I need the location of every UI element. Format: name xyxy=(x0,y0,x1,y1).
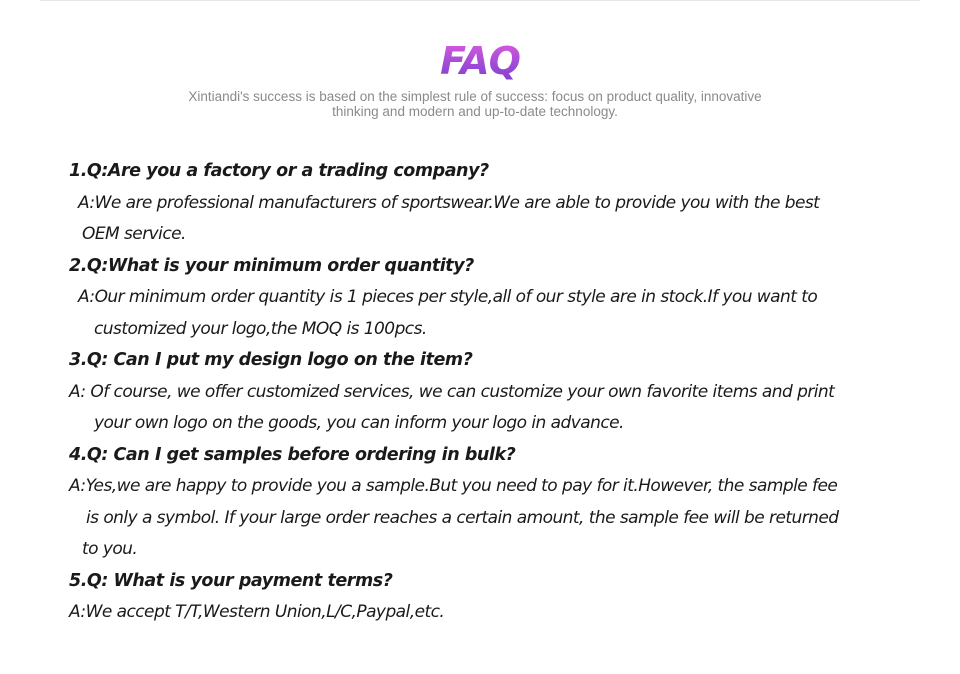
faq-list xyxy=(69,156,909,629)
faq-question: 3.Q: Can I put my design logo on the item? xyxy=(69,350,473,370)
faq-item xyxy=(69,440,909,566)
faq-question: 4.Q: Can I get samples before ordering in bulk? xyxy=(69,444,516,465)
faq-answer-line: customized your logo,the MOQ is 100pcs. xyxy=(94,318,427,339)
faq-answer-line: A:Our minimum order quantity is 1 pieces per style,all of our style are in stock.If you want to xyxy=(78,287,818,307)
faq-question: 2.Q:What is your minimum order quantity? xyxy=(69,255,474,276)
faq-answer-line: is only a symbol. If your large order reaches a certain amount, the sample fee will be returned xyxy=(86,507,839,528)
faq-answer-line: OEM service. xyxy=(82,224,186,244)
faq-answer-line: to you. xyxy=(82,539,138,559)
faq-answer-line: A:Yes,we are happy to provide you a sample.But you need to pay for it.However, the sample fee xyxy=(69,476,838,496)
faq-item xyxy=(69,251,909,346)
subtitle-line: thinking and modern and up-to-date technology. xyxy=(332,104,618,119)
faq-question: 1.Q:Are you a factory or a trading company? xyxy=(69,161,489,181)
faq-item xyxy=(69,156,909,251)
page-title: FAQ xyxy=(0,38,960,84)
faq-question: 5.Q: What is your payment terms? xyxy=(69,570,393,591)
page-subtitle xyxy=(130,89,820,119)
faq-answer-line: A: Of course, we offer customized services, we can customize your own favorite items and print xyxy=(69,381,835,402)
faq-answer-line: your own logo on the goods, you can inform your logo in advance. xyxy=(94,413,624,433)
subtitle-line: Xintiandi's success is based on the simplest rule of success: focus on product quality, innovative xyxy=(188,89,762,104)
faq-answer-line: A:We are professional manufacturers of sportswear.We are able to provide you with the best xyxy=(78,192,820,213)
faq-item xyxy=(69,345,909,440)
top-divider xyxy=(40,0,920,1)
faq-answer-line: A:We accept T/T,Western Union,L/C,Paypal,etc. xyxy=(69,602,445,622)
faq-item xyxy=(69,566,909,629)
